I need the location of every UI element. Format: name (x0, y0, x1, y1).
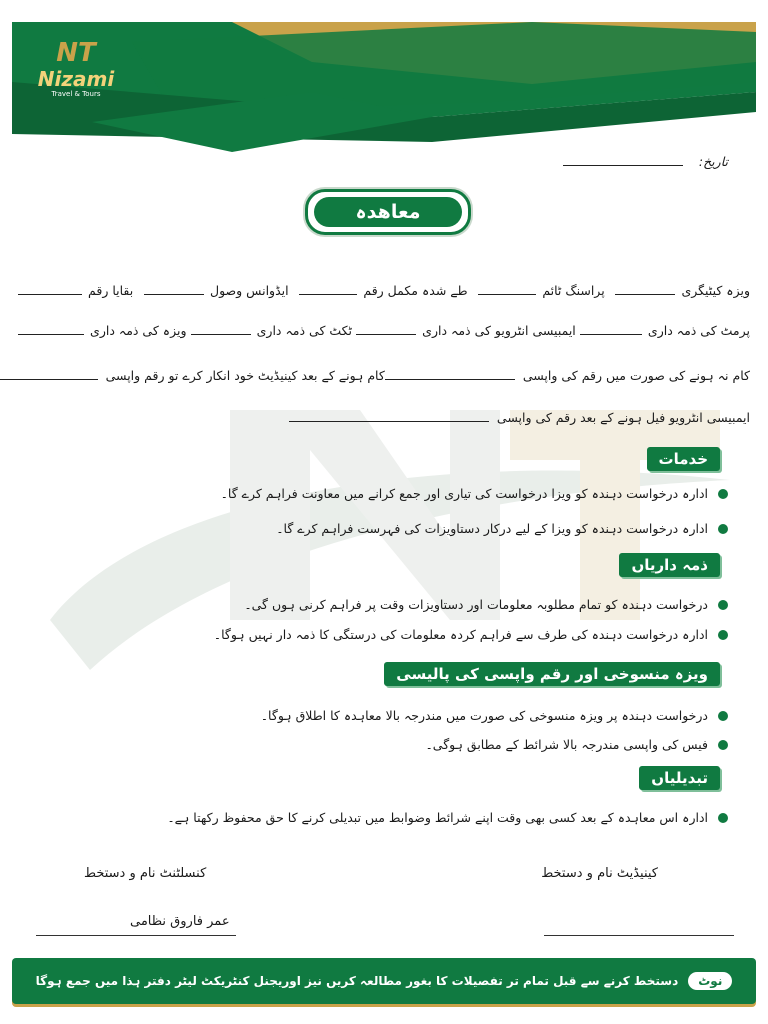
blank[interactable] (356, 333, 416, 335)
blank[interactable] (191, 333, 251, 335)
blank[interactable] (289, 420, 489, 422)
field-ticket-responsibility: ٹکٹ کی ذمہ داری (191, 323, 352, 338)
field-row-1 (18, 283, 750, 298)
date-field (563, 154, 728, 169)
field-visa-responsibility: ویزہ کی ذمہ داری (18, 323, 186, 338)
field-refund-candidate-refusal: کام ہونے کے بعد کینیڈیٹ خود انکار کرے تو رقم واپسی (0, 368, 385, 383)
list-item (221, 486, 728, 501)
candidate-signature-line[interactable] (544, 935, 734, 936)
field-refund-interview-fail: ایمبیسی انٹرویو فیل ہونے کے بعد رقم کی واپسی (289, 410, 750, 425)
field-processing-time: پراسنگ ٹائم (478, 283, 604, 298)
list-item-text: ادارہ درخواست دہندہ کی طرف سے فراہم کردہ معلومات کی درستگی کا ذمہ دار نہیں ہوگا۔ (213, 627, 708, 642)
brand-logo (26, 38, 126, 108)
list-item-text: ادارہ اس معاہدہ کے بعد کسی بھی وقت اپنے شرائط وضوابط میں تبدیلی کرنے کا حق محفوظ رکھتا ہے۔ (167, 810, 708, 825)
list-item (276, 521, 728, 536)
brand-tagline: Travel & Tours (51, 90, 101, 98)
blank[interactable] (478, 293, 536, 295)
date-label: تاریخ: (698, 154, 728, 169)
consultant-signature-line[interactable] (36, 935, 236, 936)
field-balance: بقایا رقم (18, 283, 133, 298)
candidate-signature-label: کینیڈیٹ نام و دستخط (541, 866, 658, 881)
blank[interactable] (0, 378, 98, 380)
field-total-amount: طے شدہ مکمل رقم (299, 283, 467, 298)
bullet-icon (718, 524, 728, 534)
field-visa-category: ویزہ کیٹیگری (615, 283, 750, 298)
list-item-text: درخواست دہندہ کو تمام مطلوبہ معلومات اور دستاویزات وقت پر فراہم کرنی ہوں گی۔ (244, 597, 708, 612)
blank[interactable] (580, 333, 642, 335)
field-interview-responsibility: ایمبیسی انٹرویو کی ذمہ داری (356, 323, 576, 338)
list-item (244, 597, 728, 612)
list-item (261, 708, 728, 723)
field-permit-responsibility: پرمٹ کی ذمہ داری (580, 323, 750, 338)
bullet-icon (718, 600, 728, 610)
bullet-icon (718, 813, 728, 823)
list-item (167, 810, 728, 825)
list-item-text: ادارہ درخواست دہندہ کو ویزا درخواست کی تیاری اور جمع کرانے میں معاونت فراہم کرے گا۔ (220, 486, 708, 501)
note-text: دستخط کرنے سے قبل تمام تر تفصیلات کا بغور مطالعہ کریں نیز اوریجنل کنٹریکٹ لیٹر دفتر ہذا میں جمع ہوگا (35, 974, 679, 988)
brand-name: Nizami (37, 67, 115, 91)
note-label: نوٹ (688, 972, 732, 990)
logo-mark: NT (56, 38, 96, 68)
section-heading-responsibilities: ذمہ داریاں (619, 553, 720, 577)
footer-note (12, 958, 756, 1004)
list-item-text: فیس کی واپسی مندرجہ بالا شرائط کے مطابق ہوگی۔ (425, 737, 708, 752)
bullet-icon (718, 630, 728, 640)
title-pill (314, 197, 462, 227)
section-heading-changes: تبدیلیاں (639, 766, 720, 790)
section-heading-refund-policy: ویزہ منسوخی اور رقم واپسی کی پالیسی (384, 662, 720, 686)
field-row-4 (289, 410, 750, 425)
blank[interactable] (18, 293, 82, 295)
bullet-icon (718, 740, 728, 750)
field-row-3 (18, 368, 750, 383)
title-text: معاهدہ (355, 201, 421, 223)
list-item (214, 627, 728, 642)
bullet-icon (718, 711, 728, 721)
blank[interactable] (299, 293, 357, 295)
field-refund-failure: کام نہ ہونے کی صورت میں رقم کی واپسی (385, 368, 750, 383)
field-row-2 (18, 323, 750, 338)
bullet-icon (718, 489, 728, 499)
consultant-name: عمر فاروق نظامی (130, 914, 230, 929)
field-advance: ایڈوانس وصول (144, 283, 289, 298)
list-item-text: درخواست دہندہ پر ویزہ منسوخی کی صورت میں مندرجہ بالا معاہدہ کا اطلاق ہوگا۔ (260, 708, 708, 723)
date-blank[interactable] (563, 164, 683, 166)
list-item (425, 737, 728, 752)
page-title (305, 189, 471, 235)
blank[interactable] (385, 378, 515, 380)
list-item-text: ادارہ درخواست دہندہ کو ویزا کے لیے درکار دستاویزات کی فہرست فراہم کرے گا۔ (276, 521, 708, 536)
consultant-signature-label: کنسلٹنٹ نام و دستخط (84, 866, 207, 881)
section-heading-services: خدمات (647, 447, 720, 471)
blank[interactable] (18, 333, 84, 335)
blank[interactable] (144, 293, 204, 295)
blank[interactable] (615, 293, 675, 295)
